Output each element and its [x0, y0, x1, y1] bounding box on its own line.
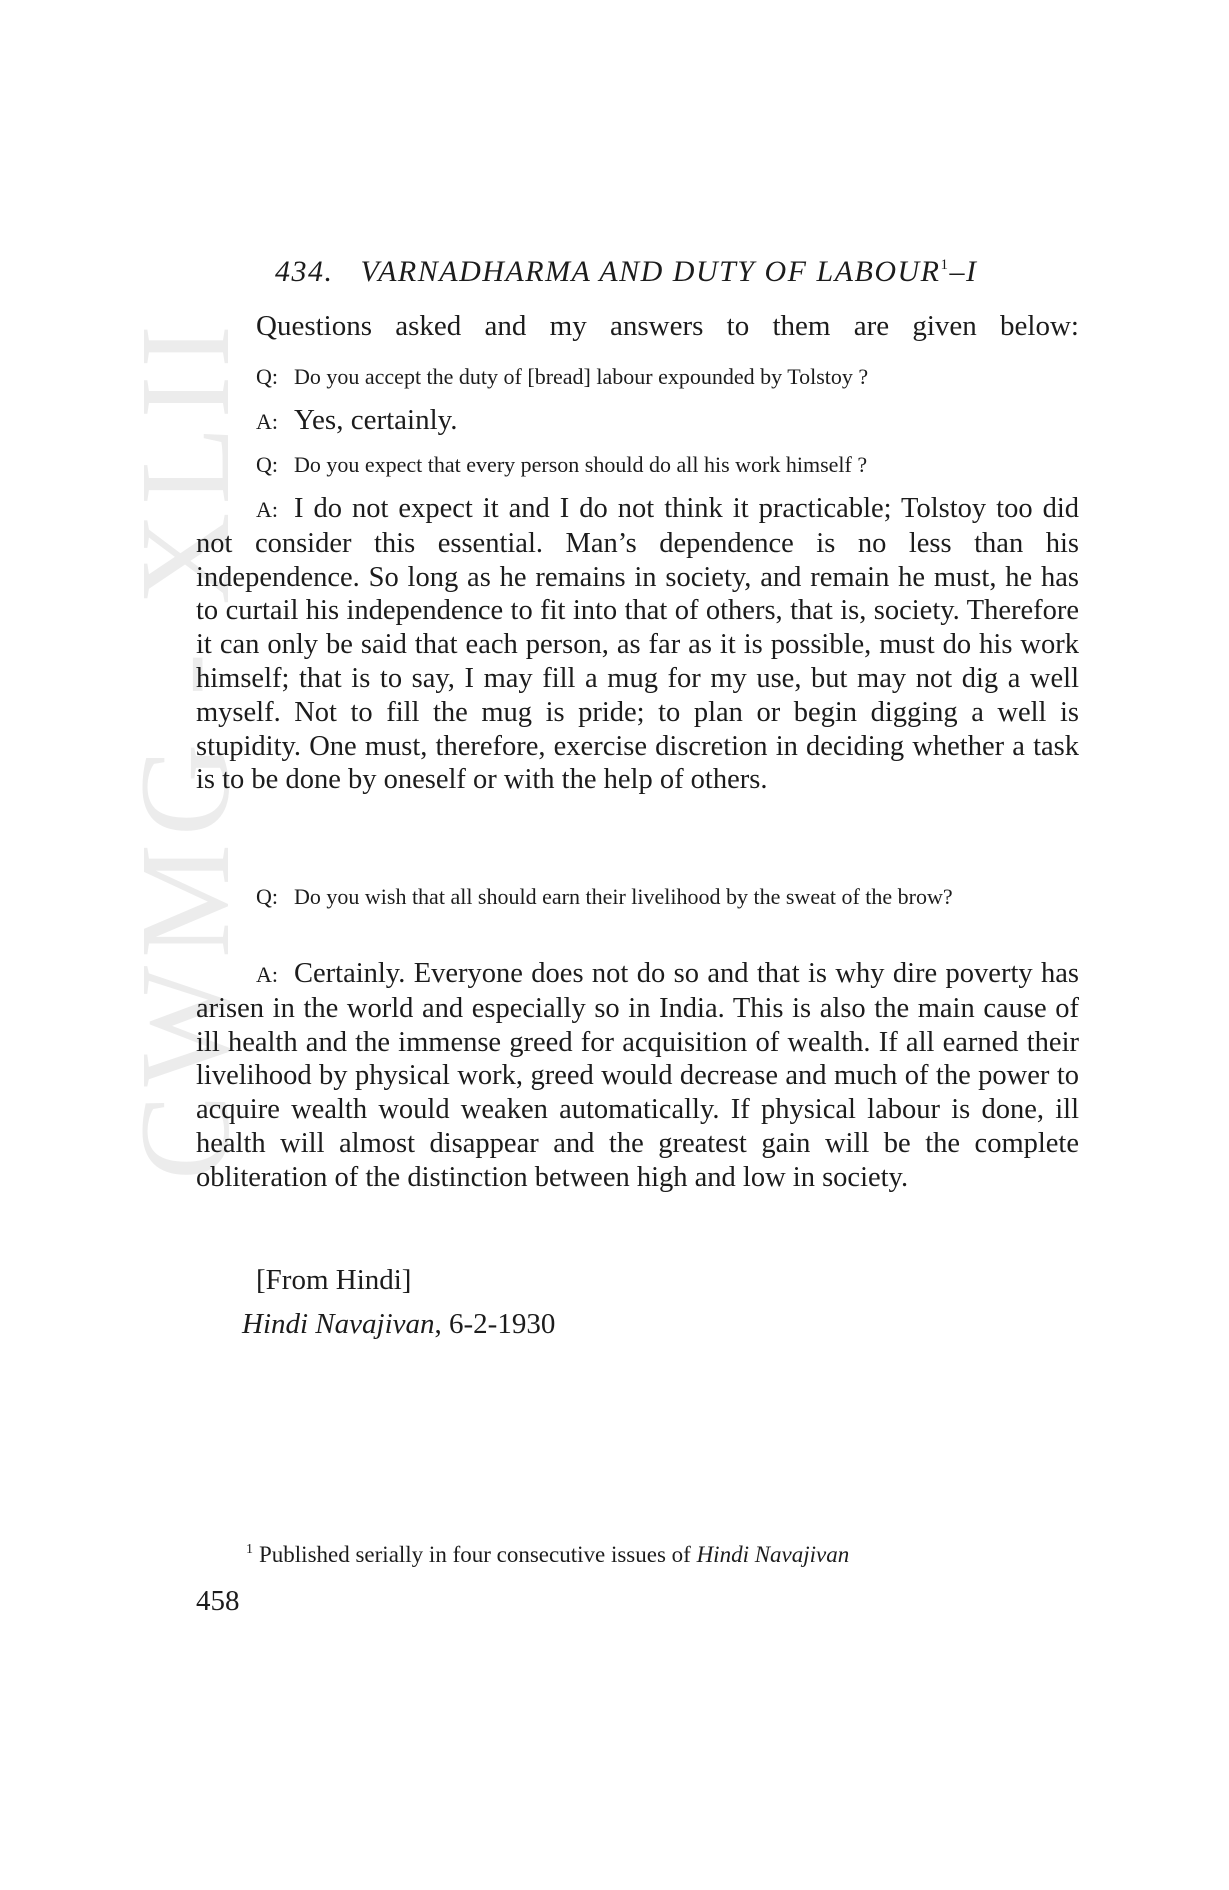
section-number: 434.: [275, 255, 334, 288]
page-number: 458: [196, 1585, 240, 1617]
answer-marker: A:: [256, 409, 278, 434]
answer-2: [196, 492, 1079, 797]
footnote-text: Published serially in four consecutive issues of: [259, 1542, 697, 1567]
answer-marker: A:: [256, 497, 278, 522]
question-text: Do you accept the duty of [bread] labour expounded by Tolstoy ?: [294, 364, 869, 389]
translation-note: [From Hindi]: [256, 1264, 412, 1296]
question-marker: Q:: [256, 452, 278, 477]
question-text: Do you wish that all should earn their livelihood by the sweat of the brow?: [294, 884, 953, 909]
question-3: [196, 880, 1079, 914]
answer-text: Yes, certainly.: [294, 404, 458, 436]
question-marker: Q:: [256, 884, 278, 909]
source-citation: [242, 1308, 555, 1341]
source-date: , 6-2-1930: [434, 1308, 556, 1340]
answer-text: Certainly. Everyone does not do so and that is why dire poverty has arisen in the world and especially so in India. This is also the main cause of ill health and the immense greed for acquisition of wealth. If all earned their livelihood by physical work, greed would decrease and much of the power to acquire wealth would weaken automatically. If physical labour is done, ill health will almost disappear and the greatest gain will be the complete obliteration of the distinction between high and low in society.: [196, 958, 1079, 1193]
footnote-title: Hindi Navajivan: [696, 1542, 850, 1567]
answer-marker: A:: [256, 962, 278, 987]
intro-text: Questions asked and my answers to them are given below:: [256, 310, 1079, 342]
footnote-number: 1: [246, 1542, 253, 1557]
answer-1: [256, 404, 458, 437]
answer-3: [196, 957, 1079, 1195]
footnote-ref: 1: [940, 257, 950, 273]
question-1: [256, 364, 868, 390]
watermark: CWMG - XLII: [114, 317, 256, 1180]
section-suffix: –I: [949, 255, 978, 288]
source-title: Hindi Navajivan: [242, 1308, 435, 1340]
answer-text: I do not expect it and I do not think it practicable; Tolstoy too did not consider this essential. Man’s dependence is no less than his independence. So long as he remains in society, and remain he must, he has to curtail his independence to fit into that of others, that is, society. Therefore it can only be said that each person, as far as it is possible, must do his work himself; that is to say, I may fill a mug for my use, but may not dig a well myself. Not to fill the mug is pride; to plan or begin digging a well is stupidity. One must, therefore, exercise discretion in deciding whether a task is to be done by oneself or with the help of others.: [196, 493, 1079, 796]
question-2: [256, 452, 867, 478]
section-heading: [275, 255, 977, 289]
section-title: VARNADHARMA AND DUTY OF LABOUR: [360, 255, 941, 288]
question-marker: Q:: [256, 364, 278, 389]
question-text: Do you expect that every person should do all his work himself ?: [294, 452, 868, 477]
footnote: [246, 1542, 849, 1568]
